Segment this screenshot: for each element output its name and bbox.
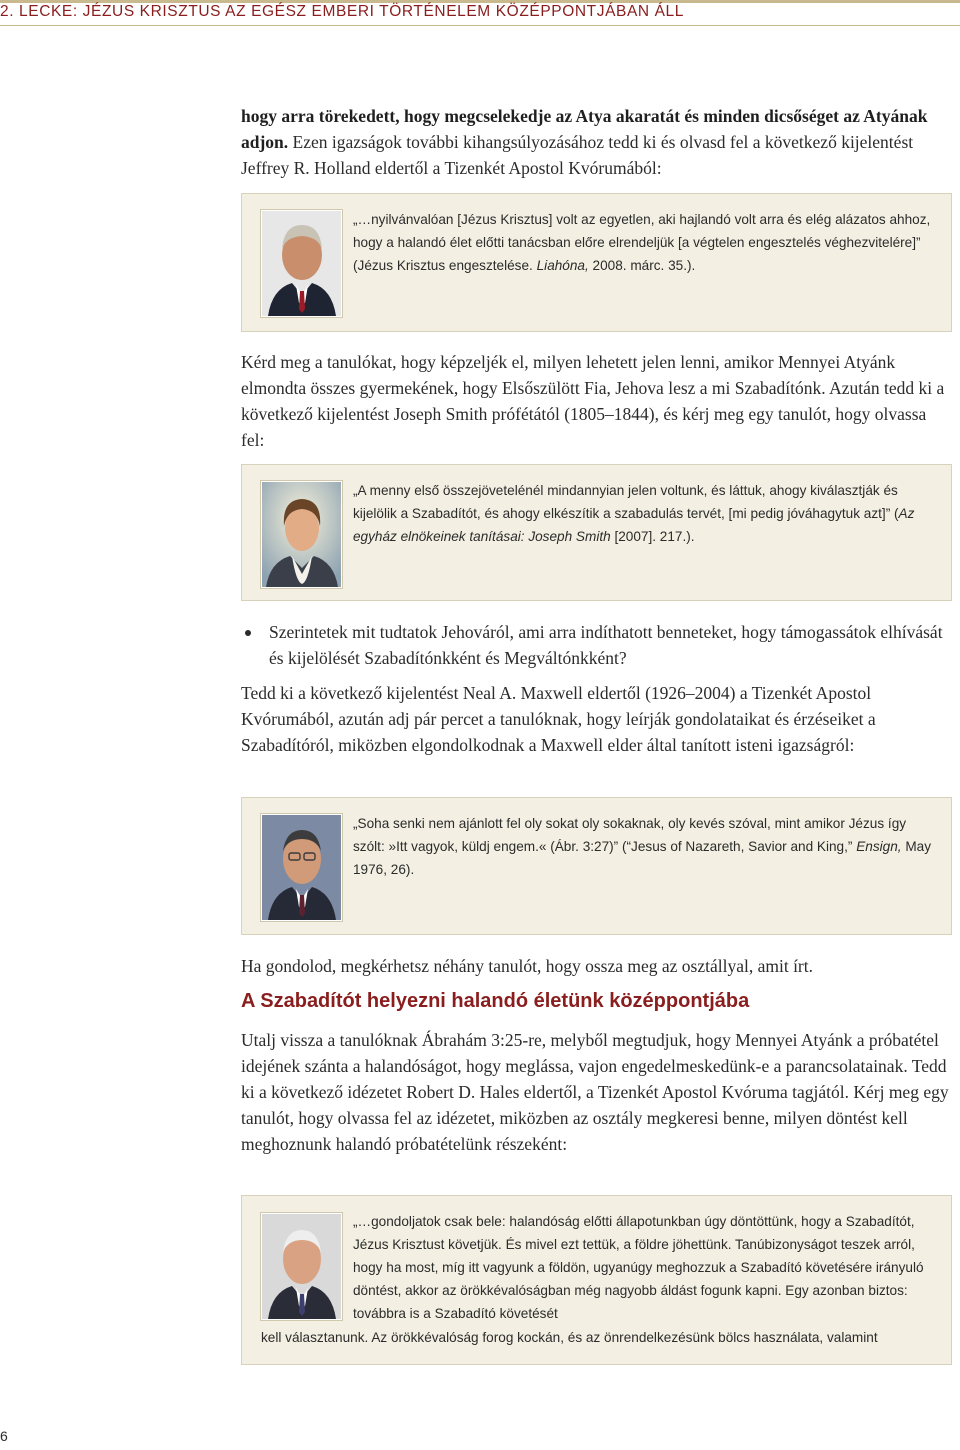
instruction-paragraph: Ha gondolod, megkérhetsz néhány tanulót, hogy ossza meg az osztállyal, amit írt. xyxy=(241,956,813,976)
quote-text-continuation: kell választanunk. Az örökkévalóság forog kockán, és az önrendelkezésünk bölcs használata, valamint xyxy=(261,1330,878,1345)
portrait-photo-icon xyxy=(261,1213,342,1320)
quote-text xyxy=(353,479,935,548)
instruction-paragraph: Kérd meg a tanulókat, hogy képzeljék el, milyen lehetett jelen lenni, amikor Mennyei Atyánk elmondta összes gyermekének, hogy Elsőszülött Fia, Jehova lesz a mi Szabadítónk. Azután tedd ki a következő kijelentést Joseph Smith prófétától (1805–1844), és kérj meg egy tanulót, hogy olvassa fel: xyxy=(241,352,945,450)
quote-text xyxy=(353,812,935,881)
quote-source-italic: Liahóna, xyxy=(536,258,589,273)
quote-source-tail: 2008. márc. 35.). xyxy=(588,258,696,273)
bullet-question: Szerintetek mit tudtatok Jehováról, ami arra indíthatott benneteket, hogy támogassátok elhívását és kijelölését Szabadítónkként és Megváltónkként? xyxy=(269,622,943,668)
instruction-paragraph: Tedd ki a következő kijelentést Neal A. Maxwell eldertől (1926–2004) a Tizenkét Apostol Kvórumából, azután adj pár percet a tanulóknak, hogy leírják gondolataikat és érzéseiket a Szabadítóról, miközben elgondolkodnak a Maxwell elder által tanított isteni igazságról: xyxy=(241,683,876,755)
quote-source-italic: Ensign, xyxy=(856,839,902,854)
lesson-header-title: 2. LECKE: JÉZUS KRISZTUS AZ EGÉSZ EMBERI TÖRTÉNELEM KÖZÉPPONTJÁBAN ÁLL xyxy=(0,3,684,20)
quote-body: „…nyilvánvalóan [Jézus Krisztus] volt az egyetlen, aki hajlandó volt arra és elég alázatos ahhoz, hogy a halandó élet előtti tanácsban előre elrendeljük [a végtelen engesztelés véghezvitelére]” (Jézus Krisztus engesztelése. xyxy=(353,212,931,273)
quote-source-italic: Az egyház elnökeinek tanításai: Joseph Smith xyxy=(353,506,915,544)
instruction-paragraph: Utalj vissza a tanulóknak Ábrahám 3:25-re, melyből megtudjuk, hogy Mennyei Atyánk a próbatétel idejének szánta a halandóságot, hogy meglássa, vajon engedelmeskedünk-e a parancsolatainak. Tedd ki a következő idézetet Robert D. Hales eldertől, a Tizenkét Apostol Kvóruma tagjától. Kérj meg egy tanulót, hogy olvassa fel az idézetet, miközben az osztály megkeresi benne, milyen döntést kell meghoznunk halandó próbatételünk részeként: xyxy=(241,1030,949,1154)
page-number: 6 xyxy=(0,1428,8,1444)
lead-bold-text: hogy arra törekedett, hogy megcselekedje az Atya akaratát és minden dicsőséget az Atyának adjon. xyxy=(241,106,928,152)
quote-box-hales xyxy=(241,1195,952,1365)
quote-box-maxwell xyxy=(241,797,952,935)
quote-text xyxy=(353,208,935,277)
lead-paragraph xyxy=(241,103,953,181)
quote-source-tail: May 1976, 26). xyxy=(353,839,932,877)
portrait-painting-icon xyxy=(261,481,342,588)
quote-body: „Soha senki nem ajánlott fel oly sokat oly sokaknak, oly kevés szóval, mint amikor Jézus így szólt: »Itt vagyok, küldj engem.« (Ábr. 3:27)” (“Jesus of Nazareth, Savior and King,” xyxy=(353,816,907,854)
portrait-photo-icon xyxy=(261,210,342,317)
quote-text: „…gondoljatok csak bele: halandóság előtti állapotunkban úgy döntöttünk, hogy a Szabadítót, Jézus Krisztust követjük. És mivel ezt tettük, a földre jöhettünk. Tanúbizonyságot teszek arról, hogy ha most, míg itt vagyunk a földön, ugyanúgy meghozzuk a Szabadító követésére irányuló döntést, akkor az örökkévalóságban még nagyobb áldást fogunk kapni. Egy azonban biztos: továbbra is a Szabadító követését xyxy=(353,1214,924,1321)
quote-body: „A menny első összejövetelénél mindannyian jelen voltunk, és láttuk, ahogy kiválasztják és kijelölik a Szabadítót, és ahogy elkészítik a szabadulás tervét, [mi pedig jóváhagytuk azt]” ( xyxy=(353,483,899,521)
quote-box-holland xyxy=(241,193,952,332)
lead-text: Ezen igazságok további kihangsúlyozásához tedd ki és olvasd fel a következő kijelentést Jeffrey R. Holland eldertől a Tizenkét Apostol Kvórumából: xyxy=(241,132,914,178)
section-heading: A Szabadítót helyezni halandó életünk középpontjába xyxy=(241,990,750,1012)
header-divider xyxy=(0,25,960,26)
quote-source-tail: [2007]. 217.). xyxy=(610,529,695,544)
bullet-icon xyxy=(245,630,251,636)
portrait-photo-icon xyxy=(261,814,342,921)
quote-box-joseph-smith xyxy=(241,464,952,601)
